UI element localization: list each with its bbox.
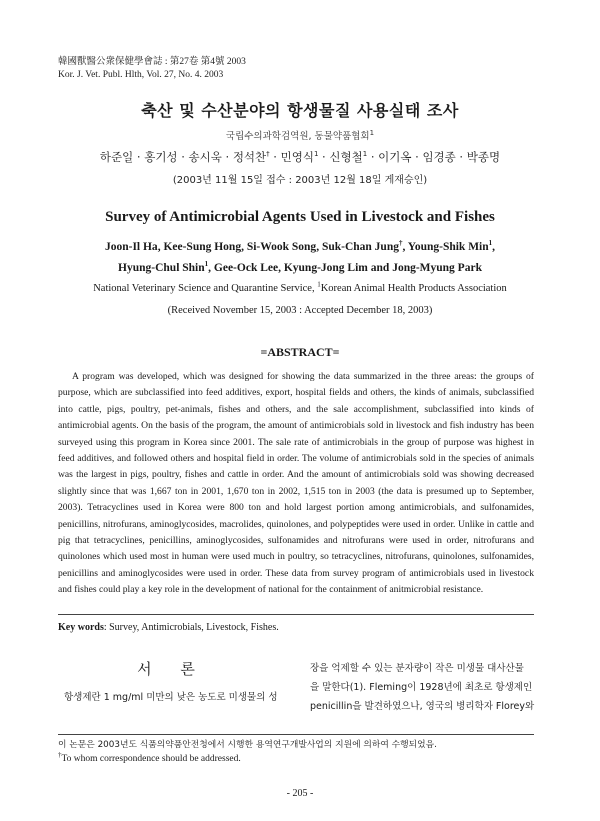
abstract-divider xyxy=(58,614,534,615)
intro-heading: 서 론 xyxy=(137,660,207,678)
journal-header-english: Kor. J. Vet. Publ. Hlth, Vol. 27, No. 4. 2003 xyxy=(58,70,224,80)
korean-authors: 하준일 · 홍기성 · 송시욱 · 정석찬† · 민영식$^1$ · 신형철$^1$ · 이기옥 · 임경종 · 박종명 xyxy=(99,150,501,164)
author-name: 임경종 xyxy=(422,150,456,164)
english-authors-line-1: Joon-Il Ha, Kee-Sung Hong, Si-Wook Song, Suk-Chan Jung†, Young-Shik Min$^1$, xyxy=(104,239,496,253)
english-dates: (Received November 15, 2003 : Accepted December 18, 2003) xyxy=(167,305,433,316)
page-number: - 205 - xyxy=(286,788,314,799)
author-name: Si-Wook Song xyxy=(246,241,317,253)
journal-header xyxy=(58,56,246,82)
keywords-text: : Survey, Antimicrobials, Livestock, Fishes. xyxy=(103,622,279,633)
correspondence-footnote xyxy=(58,752,437,766)
author-affiliation-mark: 1 xyxy=(313,150,319,159)
english-affiliation-sup: 1 xyxy=(317,280,321,289)
english-affiliation xyxy=(40,280,560,294)
intro-left-column xyxy=(58,655,286,706)
korean-affiliation-text: 국립수의과학검역원, 동물약품협회 xyxy=(225,131,370,142)
author-name: Gee-Ock Lee xyxy=(213,262,279,274)
keywords-label: Key words xyxy=(58,622,104,633)
author-name: Suk-Chan Jung xyxy=(321,241,399,253)
author-name: 홍기성 xyxy=(144,150,178,164)
intro-right-column xyxy=(310,659,538,716)
abstract-heading: =ABSTRACT= xyxy=(260,345,340,359)
english-affiliation-second: Korean Animal Health Products Association xyxy=(320,283,507,294)
author-name: Kyung-Jong Lim xyxy=(283,262,368,274)
korean-affiliation xyxy=(40,128,560,142)
english-title: Survey of Antimicrobial Agents Used in Livestock and Fishes xyxy=(105,209,495,225)
author-affiliation-mark: 1 xyxy=(488,239,493,248)
author-name: Kee-Sung Hong xyxy=(163,241,242,253)
dagger-mark: † xyxy=(58,750,62,759)
author-affiliation-mark: † xyxy=(398,239,403,248)
author-name: 박종명 xyxy=(466,150,501,164)
korean-dates: (2003년 11월 15일 접수 : 2003년 12월 18일 게재승인) xyxy=(172,175,428,186)
correspondence-text: To whom correspondence should be addressed. xyxy=(61,754,241,764)
abstract-text: A program was developed, which was designed for showing the data summarized in the three areas: the groups of purpose, which are subclassified into feed additives, export, hospital fields and others, the kinds of animals, subclassified into cattle, pigs, poultry, pet-animals, fishes and others, and the sale accomplishment, subclassified into kinds of antimicrobial agents. On the basis of the program, the amount of antimicrobials sold in livestock and fish industry has been surveyed using this program in Korea since 2001. The sale rate of antimicrobials in the group of purpose was highest in feed additives, and followed others and hospital field in order. The volume of antimicrobials sold in the species of animals was the largest in pigs, poultry, fishes and cattle in order. And the amount of antimicrobials sold was showing decreased slightly since that was 1,667 ton in 2001, 1,670 ton in 2002, 1,515 ton in 2003 (the data is presumed up to September, 2003). Tetracyclines used in Korea were 800 ton and hold largest portion among antimicrobials, and sulfonamides, penicillins, nitrofurans, aminoglycosides, macrolides, quinolones, and polypeptides were used in order. Unlike in cattle and pig that tetracyclines, penicillins, aminoglycosides, sulfonamides and nitrofurans were used in order, nitrofurans and quinolones which used most in human were used much in poultry, so tetracyclines, nitrofurans, quinolones, sulfonamides, penicillins and aminoglycosides were used in order. These data from survey program of antimicrobials used in livestock and fishes could play a key role in the development of national for the containment of anitmicrobial resistance. xyxy=(58,371,534,596)
intro-right-line: 장을 억제할 수 있는 분자량이 작은 미생물 대사산물 xyxy=(310,663,524,674)
footnote-divider xyxy=(58,734,534,735)
english-authors xyxy=(40,237,560,279)
footnotes xyxy=(58,738,437,766)
author-name: Young-Shik Min xyxy=(407,241,489,253)
author-name: 민영식 xyxy=(280,150,314,164)
funding-footnote: 이 논문은 2003년도 식품의약품안전청에서 시행한 용역연구개발사업의 지원에 의하여 수행되었음. xyxy=(58,740,437,750)
author-name: 송시욱 xyxy=(188,150,222,164)
author-name: 이기옥 xyxy=(378,150,412,164)
author-name: Hyung-Chul Shin xyxy=(118,262,205,274)
korean-title: 축산 및 수산분야의 항생물질 사용실태 조사 xyxy=(141,101,459,120)
author-name: Joon-Il Ha xyxy=(104,241,158,253)
author-name: 정석찬 xyxy=(232,150,267,164)
english-affiliation-main: National Veterinary Science and Quarantine Service, xyxy=(93,283,318,294)
intro-right-line: 을 말한다(1). Fleming이 1928년에 최초로 항생제인 xyxy=(310,682,533,693)
author-name: 신형철 xyxy=(329,150,363,164)
intro-right-line: penicillin을 발견하였으나, 영국의 병리학자 Florey와 xyxy=(310,701,535,712)
intro-left-text: 항생제란 1 mg/ml 미만의 낮은 농도로 미생물의 성 xyxy=(64,692,278,703)
author-name: Jong-Myung Park xyxy=(392,262,482,274)
korean-affiliation-sup: 1 xyxy=(369,128,375,137)
author-affiliation-mark: † xyxy=(266,150,270,159)
author-name: 하준일 xyxy=(99,150,134,164)
journal-header-korean: 韓國獸醫公衆保健學會誌 : 第27卷 第4號 2003 xyxy=(58,57,246,67)
english-authors-line-2: Hyung-Chul Shin$^1$, Gee-Ock Lee, Kyung-Jong Lim and Jong-Myung Park xyxy=(118,260,482,274)
keywords xyxy=(58,622,279,633)
author-affiliation-mark: 1 xyxy=(362,150,368,159)
author-affiliation-mark: 1 xyxy=(204,260,209,269)
